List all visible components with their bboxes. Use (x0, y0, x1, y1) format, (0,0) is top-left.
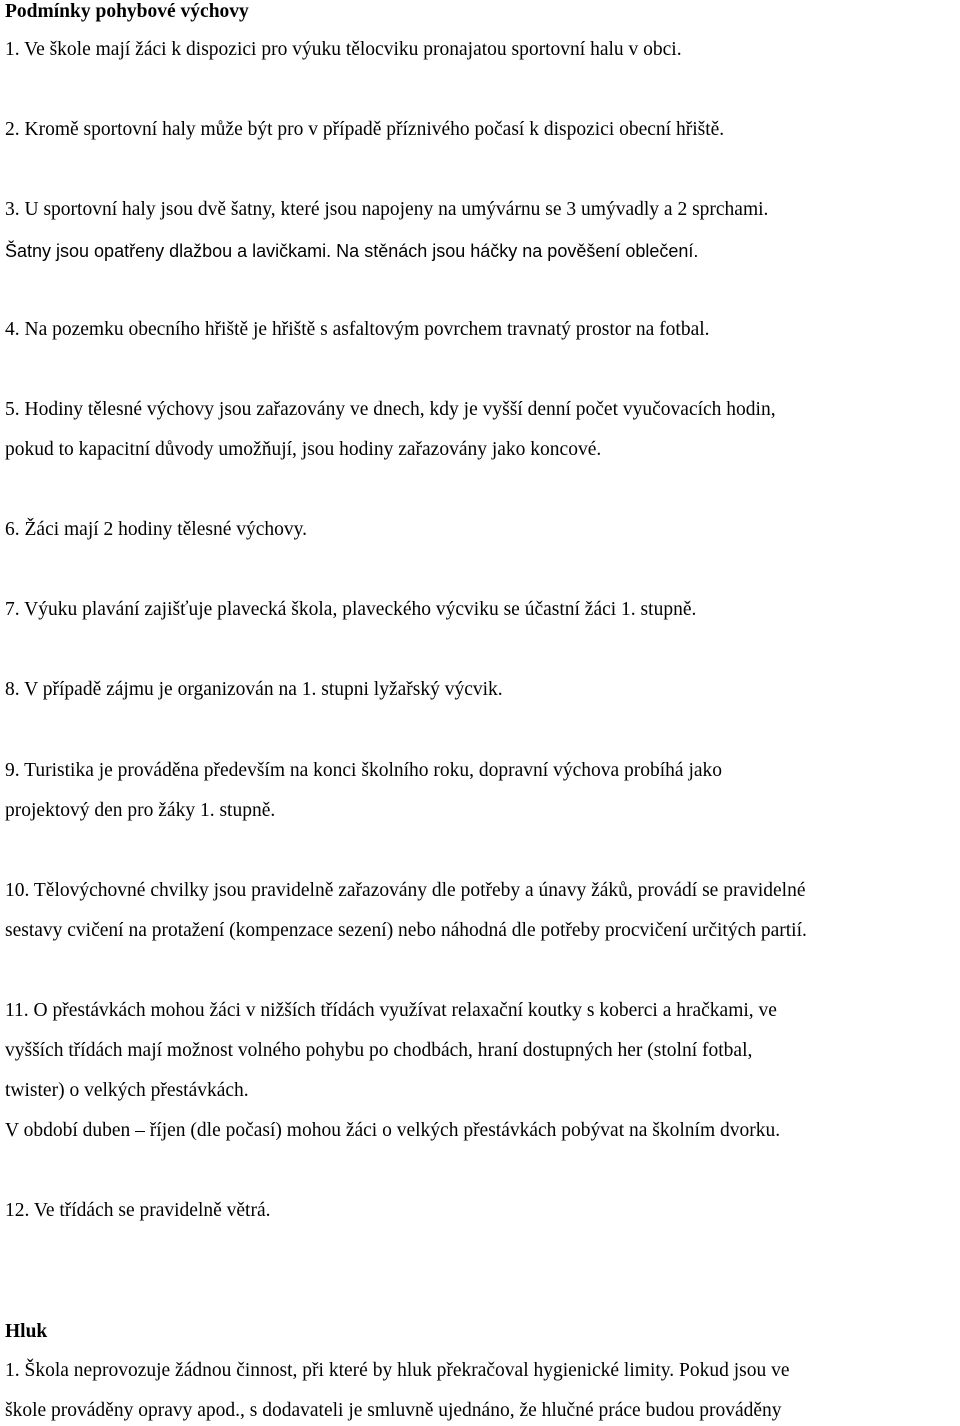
item-10-line-1: 10. Tělovýchovné chvilky jsou pravidelně zařazovány dle potřeby a únavy žáků, provádí se pravidelné (5, 880, 806, 901)
item-11-line-2: vyšších třídách mají možnost volného pohybu po chodbách, hraní dostupných her (stolní fotbal, (5, 1040, 753, 1061)
item-2-line-1: 2. Kromě sportovní haly může být pro v případě příznivého počasí k dispozici obecní hřiště. (5, 119, 725, 140)
item-12-line-1: 12. Ve třídách se pravidelně větrá. (5, 1200, 271, 1221)
item-9-line-1: 9. Turistika je prováděna především na konci školního roku, dopravní výchova probíhá jako (5, 760, 723, 781)
item-11-line-1: 11. O přestávkách mohou žáci v nižších třídách využívat relaxační koutky s koberci a hračkami, ve (5, 1000, 777, 1021)
item-8-line-1: 8. V případě zájmu je organizován na 1. stupni lyžařský výcvik. (5, 679, 503, 700)
item-10-line-2: sestavy cvičení na protažení (kompenzace sezení) nebo náhodná dle potřeby procvičení určitých partií. (5, 920, 807, 941)
item-11-line-3: twister) o velkých přestávkách. (5, 1080, 249, 1101)
hluk-item-1-line-2: škole prováděny opravy apod., s dodavateli je smluvně ujednáno, že hlučné práce budou prováděny (5, 1400, 782, 1421)
section-heading-podminky: Podmínky pohybové výchovy (5, 1, 249, 22)
item-5-line-2: pokud to kapacitní důvody umožňují, jsou hodiny zařazovány jako koncové. (5, 439, 602, 460)
item-5-line-1: 5. Hodiny tělesné výchovy jsou zařazovány ve dnech, kdy je vyšší denní počet vyučovacích hodin, (5, 399, 776, 420)
item-7-line-1: 7. Výuku plavání zajišťuje plavecká škola, plaveckého výcviku se účastní žáci 1. stupně. (5, 599, 697, 620)
item-3-line-1: 3. U sportovní haly jsou dvě šatny, které jsou napojeny na umývárnu se 3 umývadly a 2 sprchami. (5, 199, 769, 220)
item-3-line-2: Šatny jsou opatřeny dlažbou a lavičkami. Na stěnách jsou háčky na pověšení oblečení. (5, 241, 699, 261)
item-4-line-1: 4. Na pozemku obecního hřiště je hřiště s asfaltovým povrchem travnatý prostor na fotbal. (5, 319, 710, 340)
item-1-line-1: 1. Ve škole mají žáci k dispozici pro výuku tělocviku pronajatou sportovní halu v obci. (5, 39, 682, 60)
item-11-line-4: V období duben – říjen (dle počasí) mohou žáci o velkých přestávkách pobývat na školním dvorku. (5, 1120, 781, 1141)
item-6-line-1: 6. Žáci mají 2 hodiny tělesné výchovy. (5, 519, 307, 540)
item-9-line-2: projektový den pro žáky 1. stupně. (5, 800, 276, 821)
hluk-item-1-line-1: 1. Škola neprovozuje žádnou činnost, při které by hluk překračoval hygienické limity. Pokud jsou ve (5, 1360, 790, 1381)
section-heading-hluk: Hluk (5, 1321, 48, 1342)
